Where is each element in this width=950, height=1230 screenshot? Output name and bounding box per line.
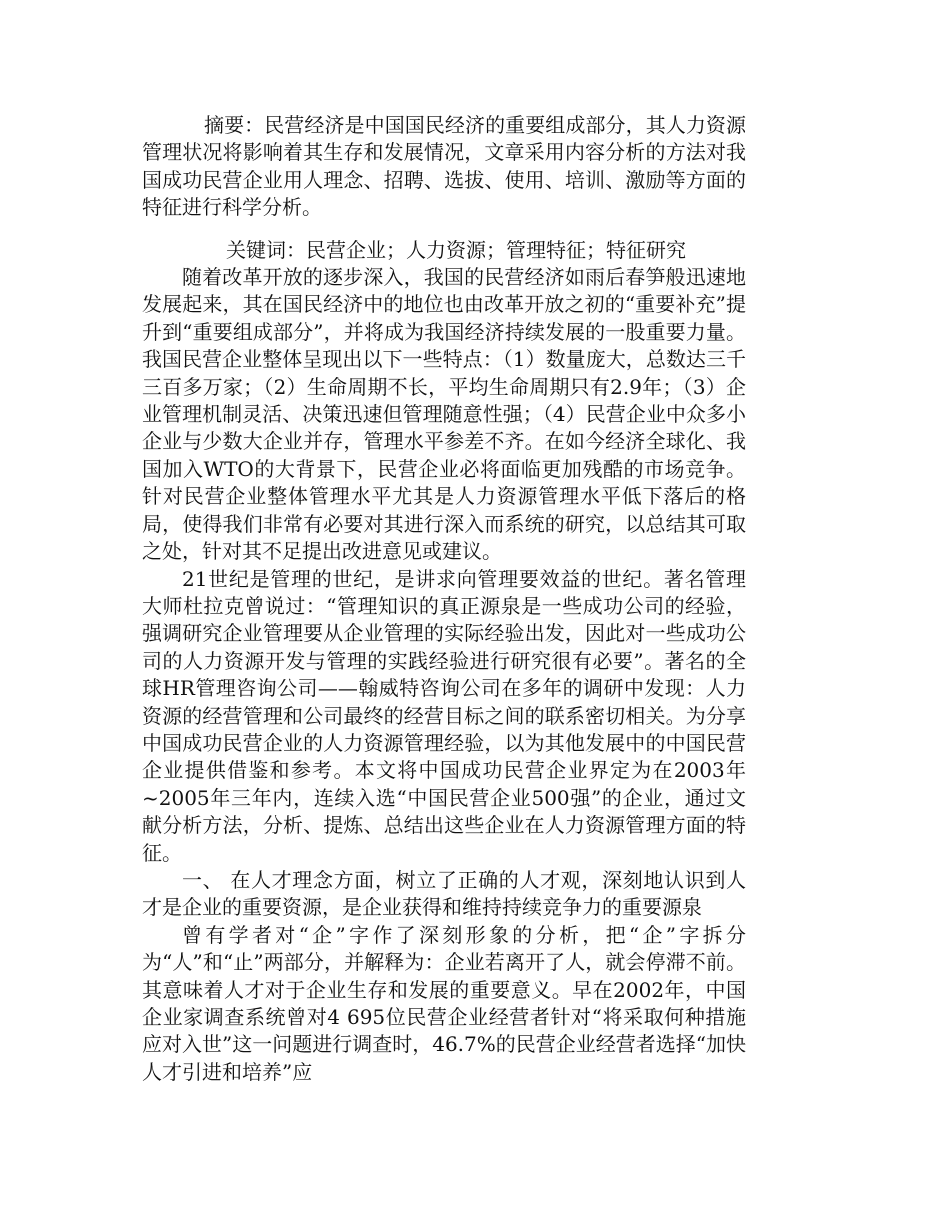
abstract-paragraph: 摘要：民营经济是中国国民经济的重要组成部分，其人力资源管理状况将影响着其生存和发展情况，文章采用内容分析的方法对我国成功民营企业用人理念、招聘、选拔、使用、培训、激励等方面的特征进行科学分析。 <box>142 113 746 220</box>
body-paragraph: 曾有学者对“企”字作了深刻形象的分析，把“企”字拆分为“人”和“止”两部分，并解释为：企业若离开了人，就会停滞不前。其意味着人才对于企业生存和发展的重要意义。早在2002年，中国企业家调查系统曾对4 695位民营企业经营者针对“将采取何种措施应对入世”这一问题进行调查时，46.7%的民营企业经营者选择“加快人才引进和培养”应 <box>142 922 746 1084</box>
document-body <box>142 112 746 1086</box>
section-heading: 一、 在人才理念方面，树立了正确的人才观，深刻地认识到人才是企业的重要资源，是企业获得和维持持续竞争力的重要源泉 <box>142 867 746 920</box>
body-paragraph: 随着改革开放的逐步深入，我国的民营经济如雨后春笋般迅速地发展起来，其在国民经济中的地位也由改革开放之初的“重要补充”提升到“重要组成部分”，并将成为我国经济持续发展的一股重要力量。我国民营企业整体呈现出以下一些特点：（1）数量庞大，总数达三千三百多万家；（2）生命周期不长，平均生命周期只有2.9年；（3）企业管理机制灵活、决策迅速但管理随意性强；（4）民营企业中众多小企业与少数大企业并存，管理水平参差不齐。在如今经济全球化、我国加入WTO的大背景下，民营企业必将面临更加残酷的市场竞争。针对民营企业整体管理水平尤其是人力资源管理水平低下落后的格局，使得我们非常有必要对其进行深入而系统的研究，以总结其可取之处，针对其不足提出改进意见或建议。 <box>142 265 746 564</box>
keywords-line: 关键词：民营企业；人力资源；管理特征；特征研究 <box>226 237 686 262</box>
body-paragraph: 21世纪是管理的世纪，是讲求向管理要效益的世纪。著名管理大师杜拉克曾说过：“管理知识的真正源泉是一些成功公司的经验，强调研究企业管理要从企业管理的实际经验出发，因此对一些成功公司的人力资源开发与管理的实践经验进行研究很有必要”。著名的全球HR管理咨询公司——翰威特咨询公司在多年的调研中发现：人力资源的经营管理和公司最终的经营目标之间的联系密切相关。为分享中国成功民营企业的人力资源管理经验，以为其他发展中的中国民营企业提供借鉴和参考。本文将中国成功民营企业界定为在2003年~2005年三年内，连续入选“中国民营企业500强”的企业，通过文献分析方法，分析、提炼、总结出这些企业在人力资源管理方面的特征。 <box>142 566 746 865</box>
